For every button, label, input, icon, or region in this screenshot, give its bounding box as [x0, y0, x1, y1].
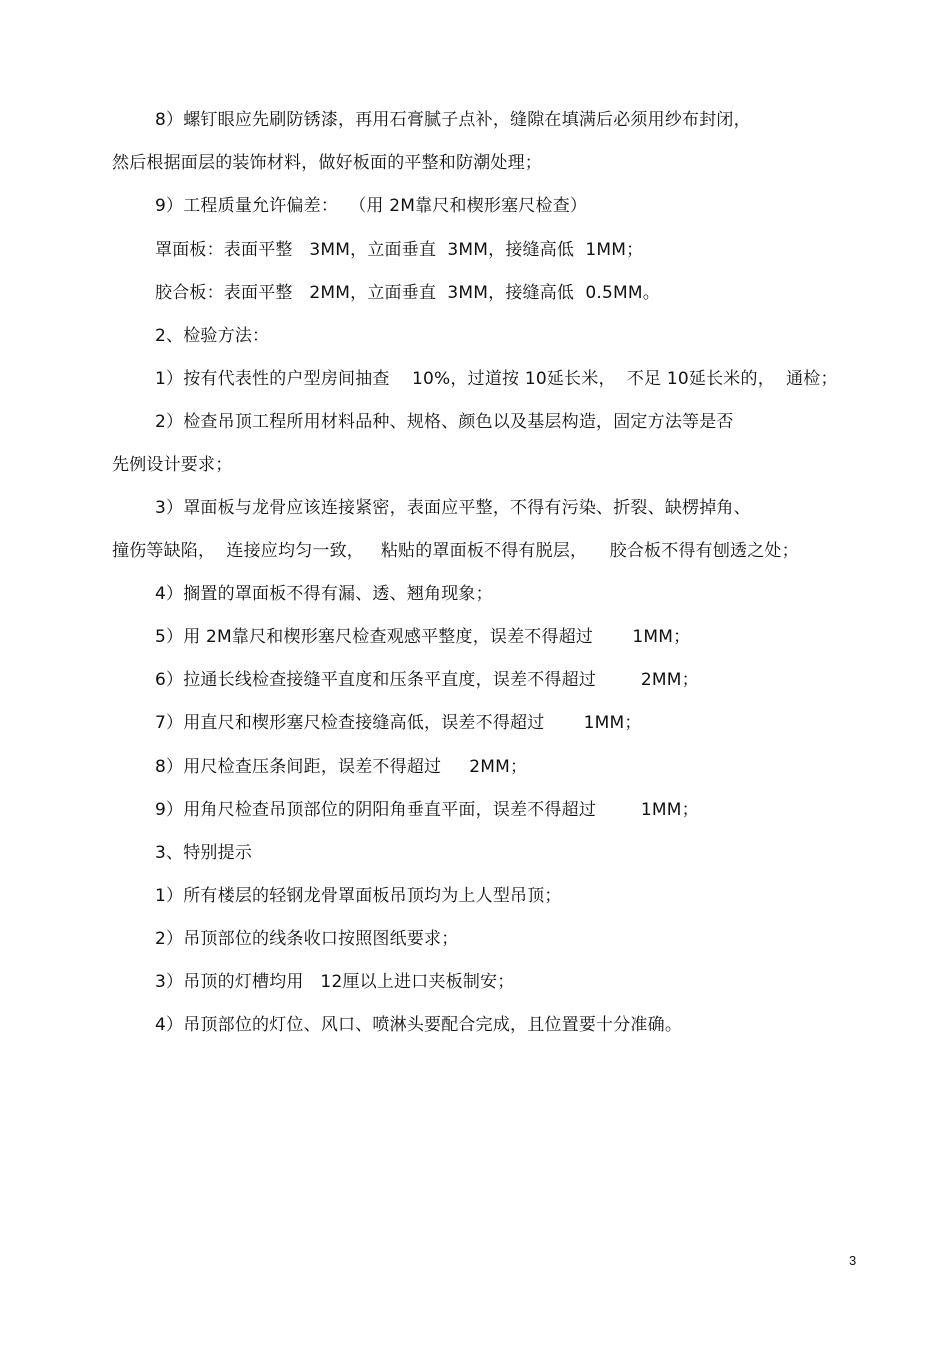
paragraph-line: 9）工程质量允许偏差： （用 2M靠尺和楔形塞尺检查）: [155, 196, 588, 216]
paragraph-line: 胶合板：表面平整 2MM，立面垂直 3MM，接缝高低 0.5MM。: [155, 283, 660, 303]
page-number: 3: [849, 1253, 857, 1268]
paragraph-line: 罩面板：表面平整 3MM，立面垂直 3MM，接缝高低 1MM；: [155, 240, 644, 260]
section-heading: 2、检验方法：: [155, 326, 270, 346]
paragraph-line: 6）拉通长线检查接缝平直度和压条平直度，误差不得超过 2MM；: [155, 670, 699, 690]
paragraph-line: 5）用 2M靠尺和楔形塞尺检查观感平整度，误差不得超过 1MM；: [155, 627, 691, 647]
paragraph-line: 8）用尺检查压条间距，误差不得超过 2MM；: [155, 757, 528, 777]
paragraph-line: 4）吊顶部位的灯位、风口、喷淋头要配合完成，且位置要十分准确。: [155, 1015, 683, 1035]
paragraph-line: 撞伤等缺陷， 连接应均匀一致， 粘贴的罩面板不得有脱层， 胶合板不得有刨透之处；: [112, 541, 799, 561]
paragraph-line: 7）用直尺和楔形塞尺检查接缝高低，误差不得超过 1MM；: [155, 713, 642, 733]
paragraph-line: 8）螺钉眼应先刷防锈漆，再用石膏腻子点补，缝隙在填满后必须用纱布封闭，: [155, 110, 751, 130]
paragraph-line: 然后根据面层的装饰材料，做好板面的平整和防潮处理；: [112, 153, 542, 173]
paragraph-line: 2）吊顶部位的线条收口按照图纸要求；: [155, 929, 459, 949]
paragraph-line: 1）所有楼层的轻钢龙骨罩面板吊顶均为上人型吊顶；: [155, 886, 562, 906]
paragraph-line: 3）罩面板与龙骨应该连接紧密，表面应平整，不得有污染、折裂、缺楞掉角、: [155, 498, 751, 518]
paragraph-line: 1）按有代表性的户型房间抽查 10%，过道按 10延长米， 不足 10延长米的， 通检；: [155, 369, 838, 389]
paragraph-line: 先例设计要求；: [112, 455, 233, 475]
paragraph-line: 4）搁置的罩面板不得有漏、透、翘角现象；: [155, 584, 493, 604]
paragraph-line: 2）检查吊顶工程所用材料品种、规格、颜色以及基层构造，固定方法等是否: [155, 412, 734, 432]
paragraph-line: 3）吊顶的灯槽均用 12厘以上进口夹板制安；: [155, 972, 515, 992]
section-heading: 3、特别提示: [155, 843, 253, 863]
paragraph-line: 9）用角尺检查吊顶部位的阴阳角垂直平面，误差不得超过 1MM；: [155, 800, 699, 820]
